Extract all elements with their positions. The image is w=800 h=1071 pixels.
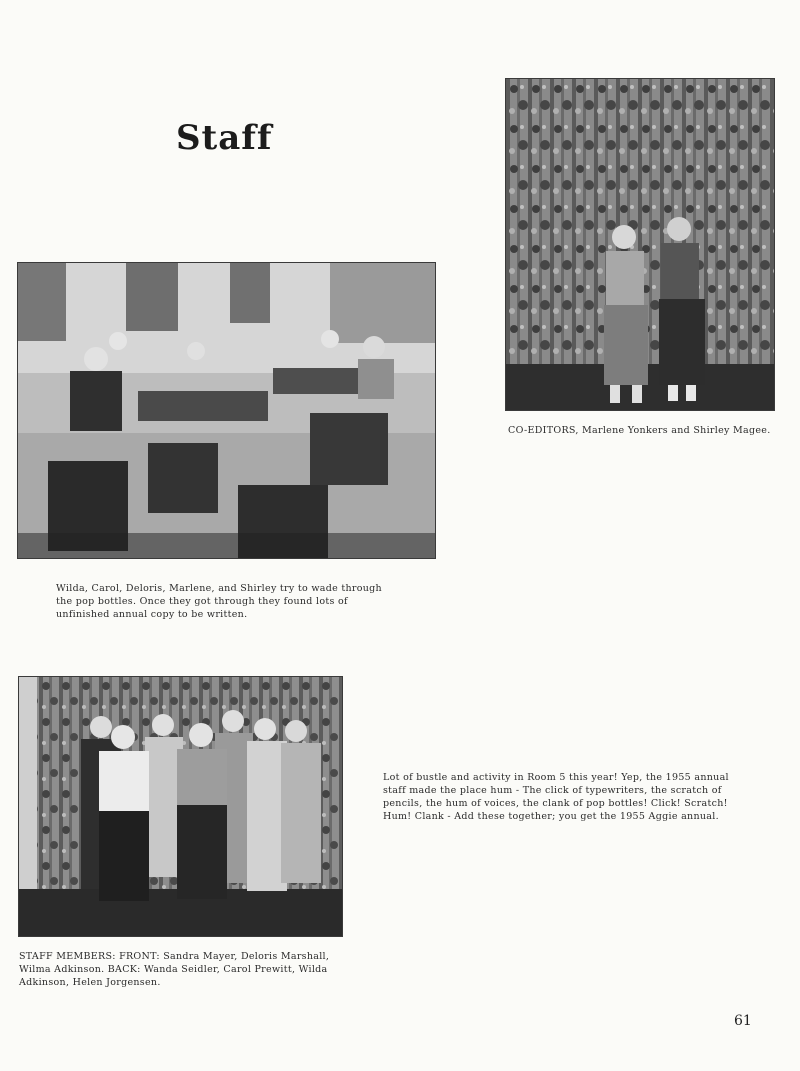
page-title: Staff <box>176 118 273 158</box>
co-editors-caption: CO-EDITORS, Marlene Yonkers and Shirley Magee. <box>508 425 771 436</box>
page-number: 61 <box>734 1013 752 1029</box>
co-editors-photo <box>506 79 774 410</box>
workroom-caption: Wilda, Carol, Deloris, Marlene, and Shirley try to wade through the pop bottles. Once they got through they found lots of unfinished annual copy to be written. <box>56 583 382 620</box>
room5-caption: Lot of bustle and activity in Room 5 this year! Yep, the 1955 annual staff made the place hum - The click of typewriters, the scratch of pencils, the hum of voices, the clank of pop bottles! Click! Scratch! Hum! Clank - Add these together; you get the 1955 Aggie annual. <box>383 772 729 822</box>
staff-group-photo <box>19 677 342 936</box>
workroom-photo <box>18 263 435 558</box>
staff-members-caption: STAFF MEMBERS: FRONT: Sandra Mayer, Deloris Marshall, Wilma Adkinson. BACK: Wanda Seidler, Carol Prewitt, Wilda Adkinson, Helen Jorgensen. <box>19 951 330 988</box>
